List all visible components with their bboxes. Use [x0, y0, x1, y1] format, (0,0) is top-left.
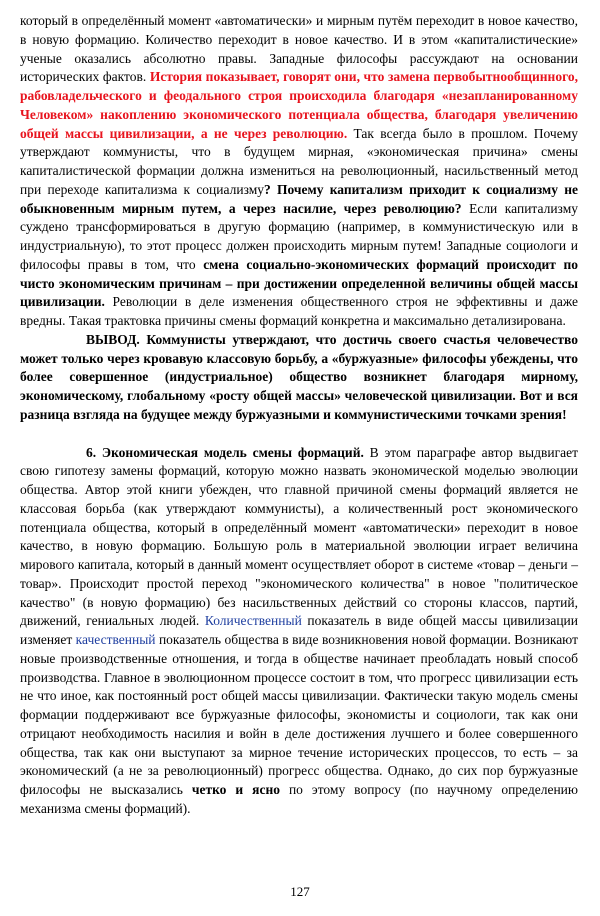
- p1-text-b: Так всегда было в прошлом. Почему утверждают коммунисты, что в будущем мирная, «экономическая причина» смены капиталистической формации должна измениться на революционный, насильственный метод при переходе капитализма к социализму: [20, 125, 578, 197]
- s6-bold-clearly: четко и ясно: [191, 782, 280, 797]
- s6-text-a: В этом параграфе автор выдвигает свою гипотезу замены формаций, которую можно назвать экономической моделью эволюции общества. Автор этой книги убежден, что главной причиной смены формаций является не классовая борьба (как утверждают коммунисты), а количественный рост экономического потенциала общества, который в определённый момент «автоматически» переходит в новое качество, в новую формацию. Большую роль в материальной эволюции играет величина мирового капитала, который в данный момент осуществляет оборот в системе «товар – деньги – товар». Происходит простой переход "экономического количества" в новое "политическое качество" (в новую формацию) без насильственных действий со стороны классов, партий, движений, гениальных людей.: [20, 444, 578, 629]
- paragraph-1: [20, 12, 578, 331]
- section-6-paragraph: [20, 444, 578, 819]
- paragraph-gap: [20, 425, 578, 444]
- s6-text-b: показатель в виде общей массы цивилизации изменяет: [20, 613, 578, 647]
- p1-text-d: Революции в деле изменения общественного строя не эффективны и даже вредны. Такая трактовка причины смены формаций конкретна и максимально детализирована.: [20, 294, 578, 328]
- s6-blue-qualitative: качественный: [75, 632, 156, 647]
- s6-text-c: показатель общества в виде возникновения новой формации. Возникают новые производственные отношения, и тогда в обществе начинает преобладать новый способ производства. Главное в эволюционном процессе состоит в том, что прогресс цивилизации есть не что иное, как постоянный рост общей массы цивилизации. Фактически такую модель смены формации поддерживают все буржуазные философы, экономисты и социологи, так как они отрицают необходимость насилия и войн в деле достижения лучшего и более совершенного общества, так как они выступают за мирное течение исторических процессов, то есть – за экономический (а не за революционный) прогресс общества. Однако, до сих пор буржуазные философы не высказались: [20, 632, 578, 797]
- p1-bold-question: ? Почему капитализм приходит к социализму не обыкновенным мирным путем, а через насилие, через революцию?: [20, 181, 578, 216]
- s6-blue-quantitative: Количественный: [204, 613, 302, 629]
- p1-bold-thesis: смена социально-экономических формаций происходит по чисто экономическим причинам – при достижении определенной величины общей массы цивилизации.: [20, 256, 578, 310]
- s6-text-d: по этому вопросу (по научному определению механизма смены формаций).: [20, 782, 578, 816]
- p1-text-a: который в определённый момент «автоматически» и мирным путём переходит в новое качество, в новую формацию. Количество переходит в новое качество. И в этом «капиталистические» ученые оказались абсолютно правы. Западные философы рассуждают на основании исторических фактов.: [20, 13, 578, 85]
- p1-text-c: Если капитализму суждено трансформироваться в другую формацию (например, в коммунистическую или в индустриальную), то этот процесс должен происходить мирным путем! Западные социологи и философы правы в том, что: [20, 200, 578, 272]
- page-number: 127: [290, 884, 310, 899]
- section-6-heading: 6. Экономическая модель смены формаций.: [86, 444, 364, 460]
- p1-red-emphasis: История показывает, говорят они, что замена первобытнообщинного, рабовладельческого и феодального строя происходила благодаря «незапланированному Человеком» накоплению экономического потенциала общества, благодаря увеличению общей массы цивилизации, а не через революцию.: [20, 69, 578, 141]
- document-page: [20, 12, 578, 819]
- conclusion-paragraph: ВЫВОД. Коммунисты утверждают, что достичь своего счастья человечество может только через кровавую классовую борьбу, а «буржуазные» философы убеждены, что более совершенное (индустриальное) общество возникнет благодаря мирному, экономическому, глобальному «росту общей массы» человеческой цивилизации. Вот и вся разница взгляда на будущее между буржуазными и коммунистическими точками зрения!: [20, 331, 578, 422]
